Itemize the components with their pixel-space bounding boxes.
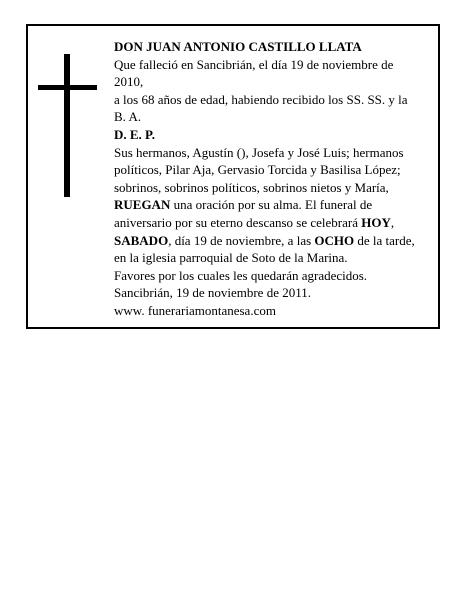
sabado-word: SABADO [114, 232, 169, 248]
cross-horizontal-bar [38, 85, 97, 90]
family-paragraph [114, 144, 420, 267]
hoy-word: HOY [361, 214, 391, 230]
website-line: www. funerariamontanesa.com [114, 302, 276, 318]
prayer-text: una oración por su alma. El funeral de aniversario por su eterno descanso se celebrará [114, 197, 373, 230]
age-line: a los 68 años de edad, habiendo recibido los SS. SS. y la B. A. [114, 91, 408, 125]
dep-line: D. E. P. [114, 126, 156, 142]
ocho-word: OCHO [314, 232, 355, 248]
thanks-line: Favores por los cuales les quedarán agradecidos. [114, 267, 368, 283]
cross-vertical-bar [64, 54, 70, 197]
deceased-name: DON JUAN ANTONIO CASTILLO LLATA [114, 39, 362, 54]
comma-separator: , [390, 214, 395, 230]
death-line: Que falleció en Sancibrián, el día 19 de noviembre de 2010, [114, 56, 394, 90]
place-date-line: Sancibrián, 19 de noviembre de 2011. [114, 285, 311, 301]
ruegan-word: RUEGAN [114, 197, 171, 213]
notice-text [114, 38, 420, 320]
family-line: Sus hermanos, Agustín (), Josefa y José Luis; hermanos políticos, Pilar Aja, Gervasio Torcida y Basilisa López; sobrinos, sobrinos políticos, sobrinos nietos y María, [114, 144, 404, 195]
place-text: de la tarde, en la iglesia parroquial de Soto de la Marina. [114, 232, 415, 266]
day-text: , día 19 de noviembre, a las [168, 232, 315, 248]
